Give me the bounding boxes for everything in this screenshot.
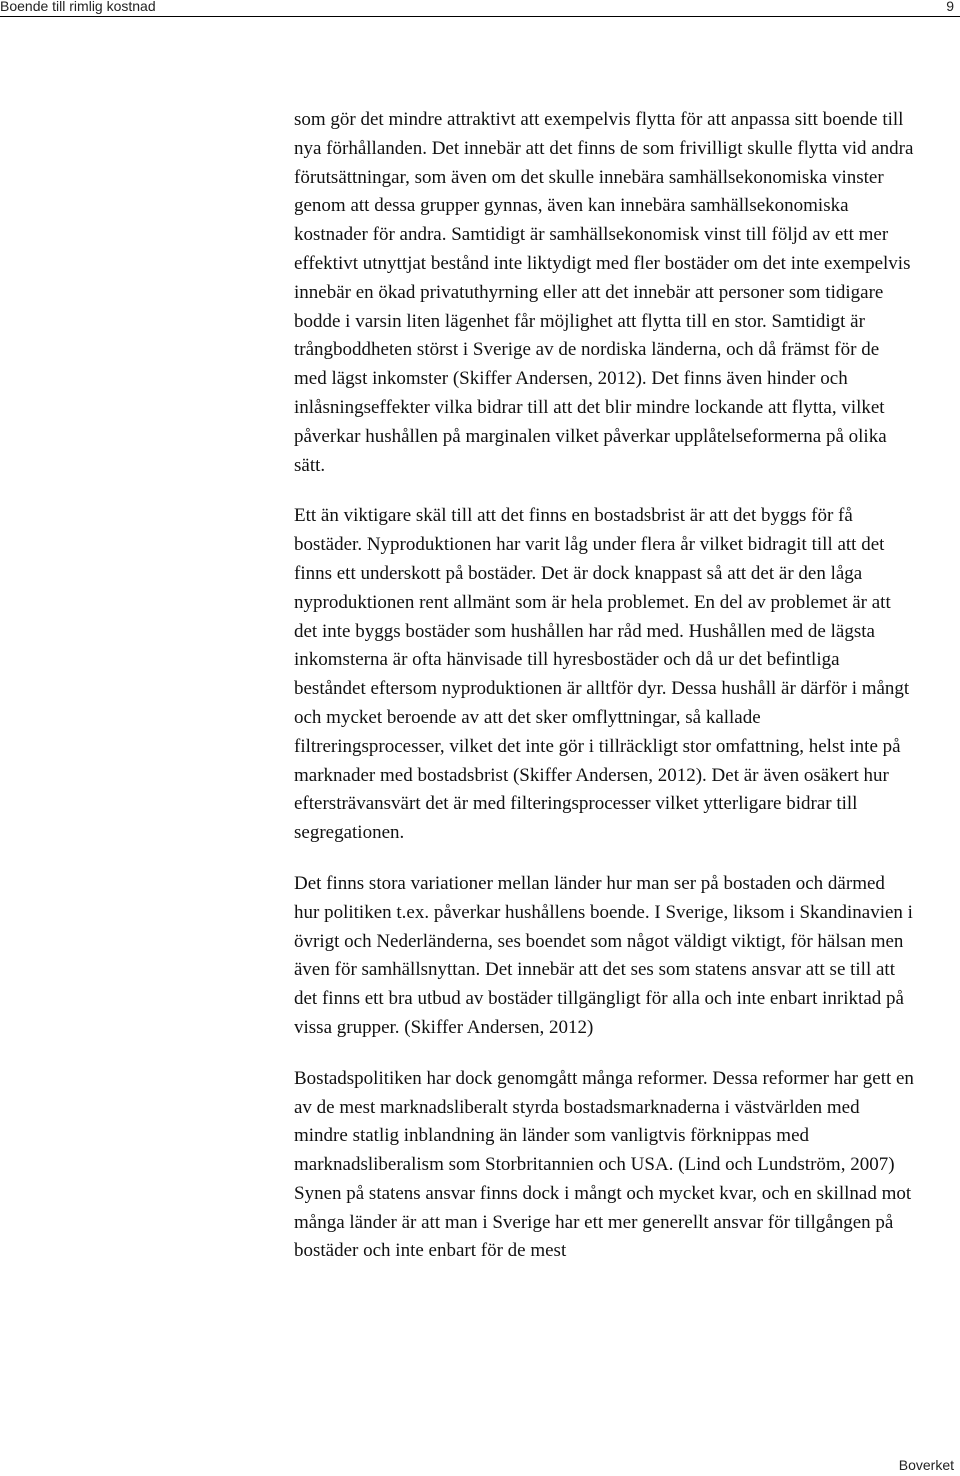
footer-publisher: Boverket bbox=[898, 1457, 954, 1473]
header-divider bbox=[0, 16, 960, 17]
body-text bbox=[294, 106, 914, 1288]
paragraph-1: som gör det mindre attraktivt att exempelvis flytta för att anpassa sitt boende till nya förhållanden. Det innebär att det finns de som frivilligt skulle flytta vid andra förutsättningar, som även om det skulle innebära samhällsekonomiska vinster genom att dessa grupper gynnas, även kan innebära samhällsekonomiska kostnader för andra. Samtidigt är samhällsekonomisk vinst till följd av ett mer effektivt utnyttjat bestånd inte liktydigt med fler bostäder om det inte exempelvis innebär en ökad privatuthyrning eller att det innebär att personer som tidigare bodde i varsin liten lägenhet får möjlighet att flytta till en stor. Samtidigt är trångboddheten störst i Sverige av de nordiska länderna, och då främst för de med lägst inkomster (Skiffer Andersen, 2012). Det finns även hinder och inlåsningseffekter vilka bidrar till att det blir mindre lockande att flytta, vilket påverkar hushållen på marginalen vilket påverkar upplåtelseformerna på olika sätt. bbox=[294, 109, 914, 476]
document-title: Boende till rimlig kostnad bbox=[0, 0, 156, 14]
paragraph-3: Det finns stora variationer mellan länder hur man ser på bostaden och därmed hur politiken t.ex. påverkar hushållens boende. I Sverige, liksom i Skandinavien i övrigt och Nederländerna, ses boendet som något väldigt viktigt, för hälsan men även för samhällsnyttan. Det innebär att det ses som statens ansvar att se till att det finns ett bra utbud av bostäder tillgängligt för alla och inte enbart inriktad på vissa grupper. (Skiffer Andersen, 2012) bbox=[294, 872, 913, 1038]
page-number: 9 bbox=[946, 0, 954, 14]
paragraph-4: Bostadspolitiken har dock genomgått många reformer. Dessa reformer har gett en av de mest marknadsliberalt styrda bostadsmarknaderna i västvärlden med mindre statlig inblandning än länder som vanligtvis förknippas med marknadsliberalism som Storbritannien och USA. (Lind och Lundström, 2007) Synen på statens ansvar finns dock i mångt och mycket kvar, och en skillnad mot många länder är att man i Sverige har ett mer generellt ansvar för tillgången på bostäder och inte enbart för de mest bbox=[294, 1067, 914, 1262]
paragraph-2: Ett än viktigare skäl till att det finns en bostadsbrist är att det byggs för få bostäder. Nyproduktionen har varit låg under flera år vilket bidragit till att det finns ett underskott på bostäder. Det är dock knappast så att det är den låga nyproduktionen rent allmänt som är hela problemet. En del av problemet är att det inte byggs bostäder som hushållen har råd med. Hushållen med de lägsta inkomsterna är ofta hänvisade till hyresbostäder och då ur det befintliga beståndet eftersom nyproduktionen är alltför dyr. Dessa hushåll är därför i mångt och mycket beroende av att det sker omflyttningar, så kallade filtreringsprocesser, vilket det inte gör i tillräckligt stor omfattning, helst inte på marknader med bostadsbrist (Skiffer Andersen, 2012). Det är även osäkert hur eftersträvansvärt det är med filteringsprocesser vilket ytterligare bidrar till segregationen. bbox=[294, 505, 910, 844]
running-header bbox=[0, 0, 960, 16]
